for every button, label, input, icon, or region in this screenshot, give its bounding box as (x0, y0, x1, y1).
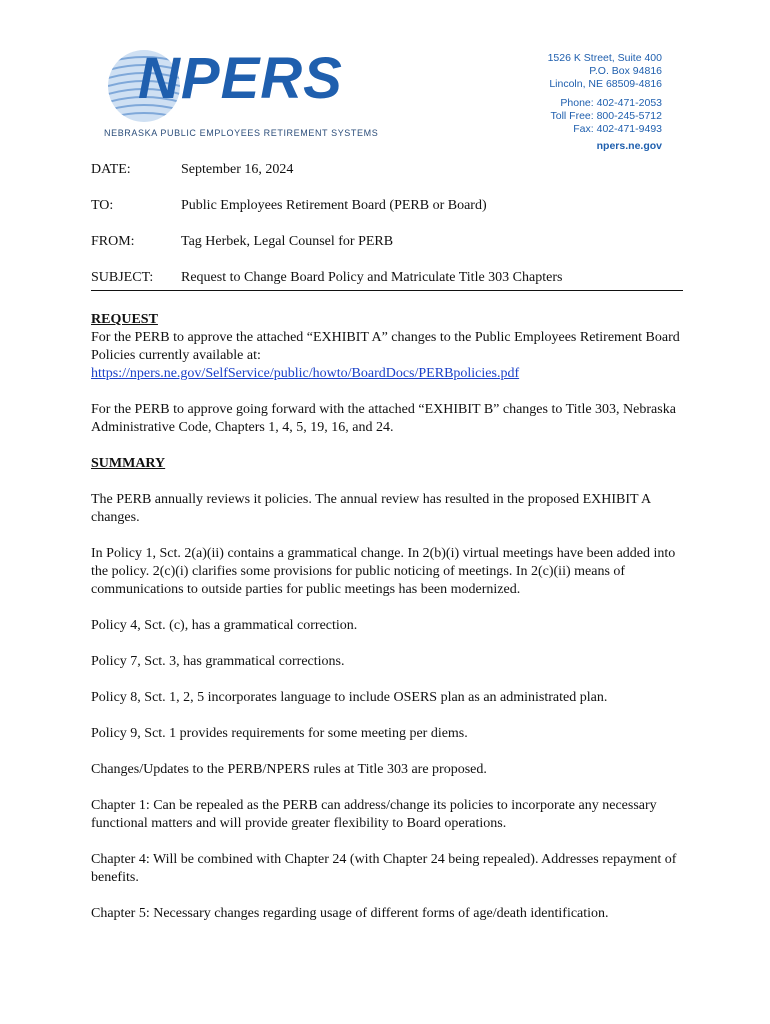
date-label: DATE: (91, 162, 131, 177)
from-value: Tag Herbek, Legal Counsel for PERB (181, 234, 394, 249)
to-value: Public Employees Retirement Board (PERB or Board) (181, 198, 487, 213)
from-label: FROM: (91, 234, 135, 249)
subject-label: SUBJECT: (91, 270, 154, 285)
memo-body (91, 311, 683, 923)
website-link[interactable]: npers.ne.gov (596, 140, 662, 152)
memo-subject-row (91, 270, 683, 306)
summary-heading: SUMMARY (91, 456, 166, 471)
memo-to-row (91, 198, 683, 234)
summary-paragraph: Chapter 5: Necessary changes regarding usage of different forms of age/death identification. (91, 906, 609, 921)
request-paragraph-1: For the PERB to approve the attached “EXHIBIT A” changes to the Public Employees Retirement Board Policies currently available at: (91, 330, 680, 363)
logo-subtitle: NEBRASKA PUBLIC EMPLOYEES RETIREMENT SYSTEMS (104, 128, 379, 138)
subject-value: Request to Change Board Policy and Matriculate Title 303 Chapters (181, 270, 563, 285)
date-value: September 16, 2024 (181, 162, 294, 177)
npers-logo (104, 46, 379, 140)
summary-paragraph: Chapter 4: Will be combined with Chapter 24 (with Chapter 24 being repealed). Addresses repayment of benefits. (91, 852, 677, 885)
contact-block (548, 52, 662, 153)
address-line-3: Lincoln, NE 68509-4816 (549, 78, 662, 90)
summary-paragraph: Policy 9, Sct. 1 provides requirements for some meeting per diems. (91, 726, 468, 741)
phone: Phone: 402-471-2053 (560, 97, 662, 109)
policies-link[interactable]: https://npers.ne.gov/SelfService/public/howto/BoardDocs/PERBpolicies.pdf (91, 366, 520, 381)
fax: Fax: 402-471-9493 (573, 123, 662, 135)
header-divider (91, 290, 683, 291)
memo-date-row (91, 162, 683, 198)
summary-paragraph: Policy 8, Sct. 1, 2, 5 incorporates language to include OSERS plan as an administrated plan. (91, 690, 608, 705)
toll-free: Toll Free: 800-245-5712 (550, 110, 662, 122)
address-line-2: P.O. Box 94816 (589, 65, 662, 77)
summary-paragraph: Changes/Updates to the PERB/NPERS rules at Title 303 are proposed. (91, 762, 487, 777)
summary-paragraph: Chapter 1: Can be repealed as the PERB can address/change its policies to incorporate any necessary functional matters and will provide greater flexibility to Board operations. (91, 798, 657, 831)
memo-header (91, 162, 683, 306)
logo-wordmark: NPERS (138, 46, 343, 111)
request-heading: REQUEST (91, 312, 158, 327)
memo-from-row (91, 234, 683, 270)
summary-paragraph: The PERB annually reviews it policies. The annual review has resulted in the proposed EXHIBIT A changes. (91, 492, 651, 525)
summary-paragraph: Policy 7, Sct. 3, has grammatical corrections. (91, 654, 345, 669)
request-paragraph-2: For the PERB to approve going forward with the attached “EXHIBIT B” changes to Title 303, Nebraska Administrative Code, Chapters 1, 4, 5, 19, 16, and 24. (91, 402, 676, 435)
summary-paragraph: Policy 4, Sct. (c), has a grammatical correction. (91, 618, 358, 633)
address-line-1: 1526 K Street, Suite 400 (547, 52, 662, 64)
to-label: TO: (91, 198, 114, 213)
summary-paragraph: In Policy 1, Sct. 2(a)(ii) contains a grammatical change. In 2(b)(i) virtual meetings have been added into the policy. 2(c)(i) clarifies some provisions for public noticing of meetings. In 2(c)(ii) means of communications to outside parties for public meetings has been modernized. (91, 546, 676, 597)
